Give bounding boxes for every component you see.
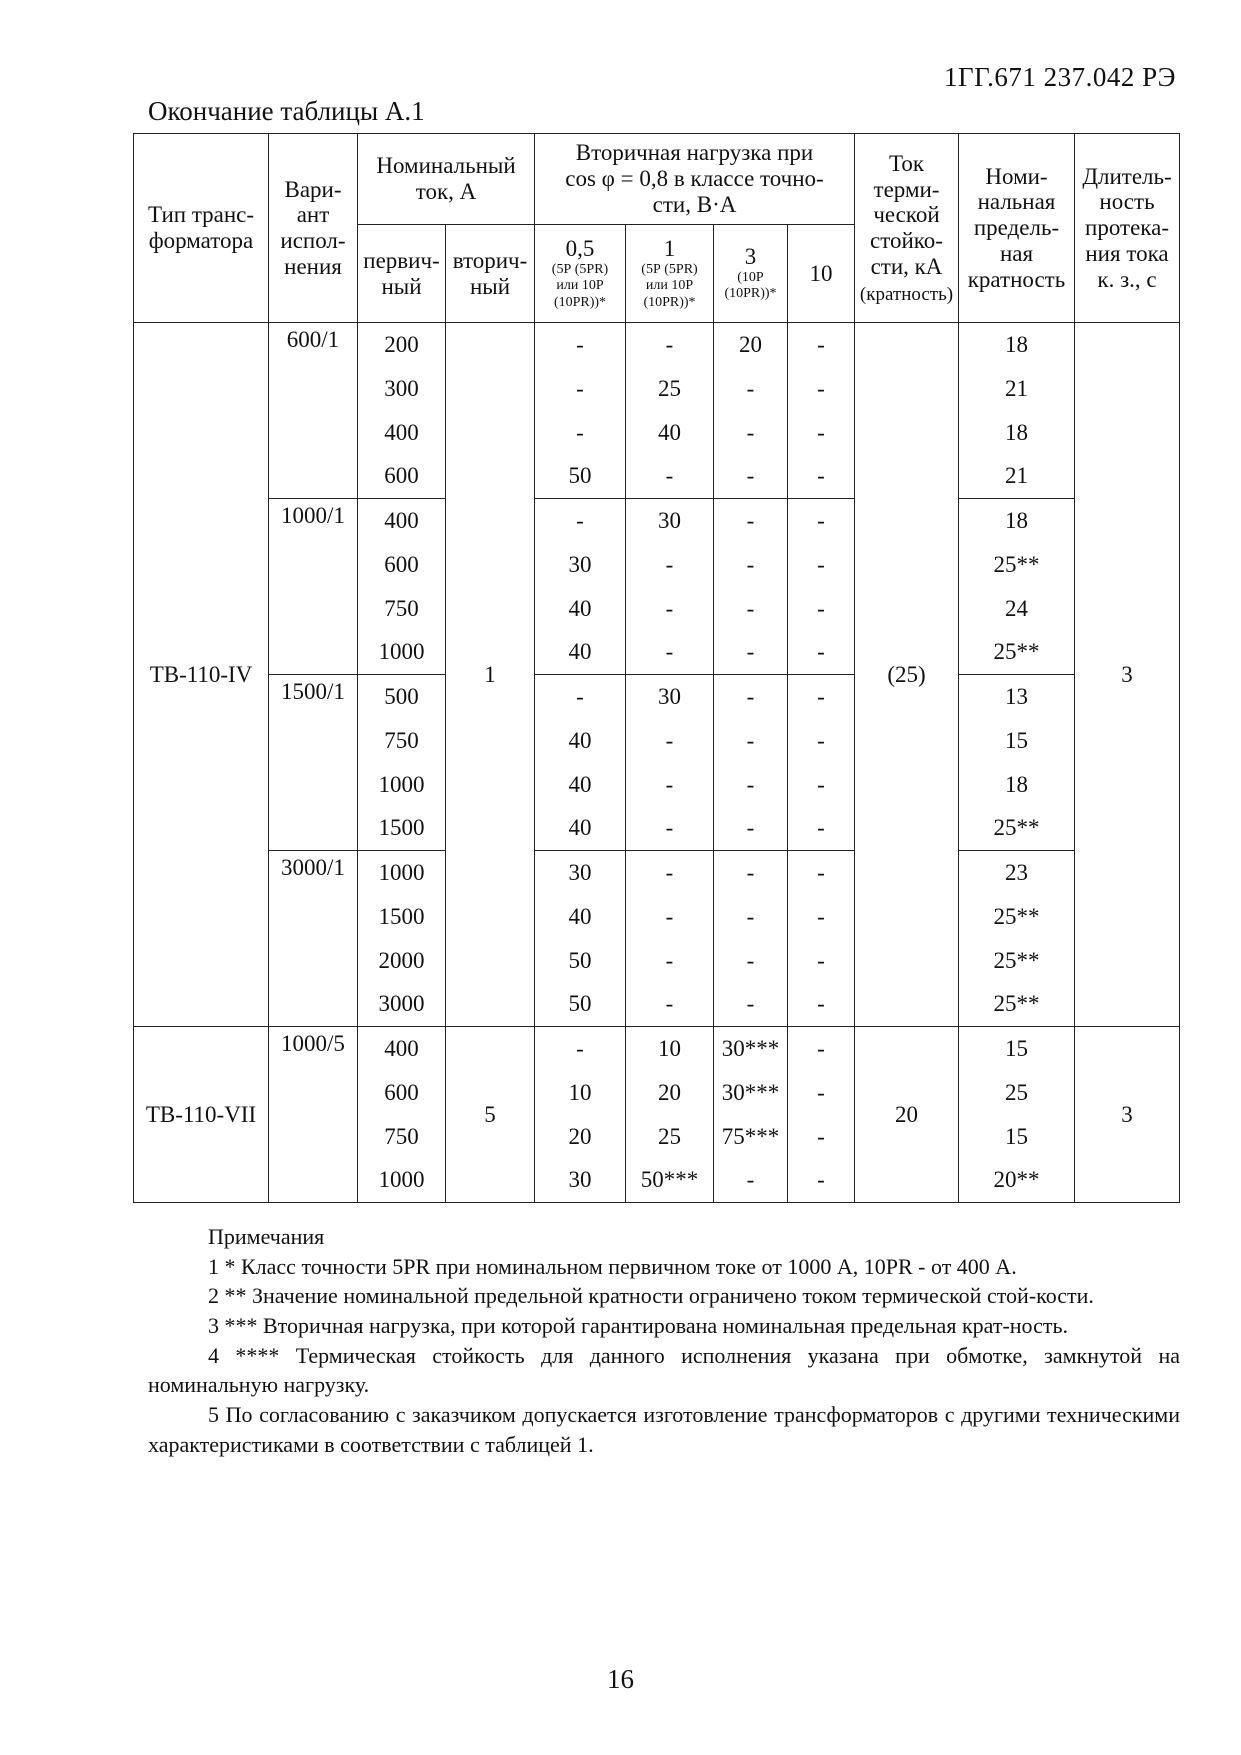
load-class-05-cell: 50 [535, 983, 626, 1027]
primary-current-cell: 2000 [358, 939, 446, 983]
load-class-3-cell: - [714, 675, 788, 719]
data-table-container [133, 133, 1180, 1203]
note-item: 5 По согласованию с заказчиком допускается изготовление трансформаторов с другими техническими характеристиками в соответствии с таблицей 1. [148, 1402, 1180, 1457]
table-row [134, 675, 1180, 719]
load-class-1-cell: 25 [626, 367, 714, 411]
limit-multiplicity-cell: 25** [959, 807, 1075, 851]
note-item: 1 * Класс точности 5PR при номинальном первичном токе от 1000 А, 10PR - от 400 А. [208, 1253, 1017, 1279]
primary-current-cell: 750 [358, 1115, 446, 1159]
primary-current-cell: 400 [358, 411, 446, 455]
primary-current-cell: 1500 [358, 807, 446, 851]
load-class-10-cell: - [788, 763, 855, 807]
limit-multiplicity-cell: 25** [959, 939, 1075, 983]
load-class-10-cell: - [788, 1159, 855, 1203]
load-class-10-cell: - [788, 411, 855, 455]
limit-multiplicity-cell: 13 [959, 675, 1075, 719]
header-class-05-label: 0,5 [565, 235, 595, 261]
limit-multiplicity-cell: 25** [959, 895, 1075, 939]
primary-current-cell: 1500 [358, 895, 446, 939]
load-class-3-cell: - [714, 851, 788, 895]
limit-multiplicity-cell: 21 [959, 455, 1075, 499]
limit-multiplicity-cell: 25** [959, 631, 1075, 675]
primary-current-cell: 750 [358, 719, 446, 763]
primary-current-cell: 750 [358, 587, 446, 631]
load-class-1-cell: - [626, 983, 714, 1027]
load-class-05-cell: - [535, 675, 626, 719]
load-class-05-cell: 40 [535, 719, 626, 763]
header-thermal [855, 134, 959, 323]
primary-current-cell: 600 [358, 1071, 446, 1115]
load-class-3-cell: - [714, 1159, 788, 1203]
thermal-current-cell: (25) [855, 323, 959, 1027]
load-class-3-cell: - [714, 499, 788, 543]
load-class-10-cell: - [788, 851, 855, 895]
load-class-10-cell: - [788, 719, 855, 763]
transformer-type-cell: ТВ-110-IV [134, 323, 269, 1027]
load-class-1-cell: - [626, 851, 714, 895]
load-class-1-cell: 10 [626, 1027, 714, 1071]
load-class-05-cell: 50 [535, 455, 626, 499]
load-class-1-cell: - [626, 587, 714, 631]
load-class-05-cell: 40 [535, 631, 626, 675]
load-class-1-cell: 20 [626, 1071, 714, 1115]
primary-current-cell: 200 [358, 323, 446, 367]
load-class-1-cell: 50*** [626, 1159, 714, 1203]
load-class-10-cell: - [788, 543, 855, 587]
limit-multiplicity-cell: 18 [959, 499, 1075, 543]
load-class-05-cell: - [535, 1027, 626, 1071]
load-class-3-cell: - [714, 719, 788, 763]
header-class-1-note: (5Р (5PR) или 10Р (10PR))* [641, 261, 698, 310]
header-thermal-label: Ток терми- ческой стойко- сти, кА [870, 150, 943, 279]
primary-current-cell: 3000 [358, 983, 446, 1027]
load-class-05-cell: 40 [535, 895, 626, 939]
header-class-10: 10 [788, 225, 855, 323]
load-class-1-cell: 30 [626, 675, 714, 719]
duration-cell: 3 [1075, 323, 1180, 1027]
limit-multiplicity-cell: 18 [959, 411, 1075, 455]
header-class-3-label: 3 [744, 244, 757, 270]
limit-multiplicity-cell: 25** [959, 983, 1075, 1027]
header-class-3-note: (10Р (10PR))* [724, 269, 777, 302]
load-class-3-cell: - [714, 543, 788, 587]
variant-cell: 3000/1 [269, 851, 358, 1027]
load-class-1-cell: - [626, 719, 714, 763]
primary-current-cell: 600 [358, 543, 446, 587]
table-row [134, 323, 1180, 367]
variant-cell: 1000/5 [269, 1027, 358, 1203]
load-class-05-cell: 40 [535, 587, 626, 631]
note-item: 2 ** Значение номинальной предельной кратности ограничено током термической стой-кости. [208, 1283, 1094, 1309]
document-code: 1ГГ.671 237.042 РЭ [943, 62, 1176, 92]
load-class-05-cell: - [535, 499, 626, 543]
load-class-1-cell: 40 [626, 411, 714, 455]
load-class-3-cell: 20 [714, 323, 788, 367]
limit-multiplicity-cell: 25** [959, 543, 1075, 587]
load-class-10-cell: - [788, 1027, 855, 1071]
header-secondary: вторич- ный [446, 225, 535, 323]
limit-multiplicity-cell: 25 [959, 1071, 1075, 1115]
load-class-05-cell: 30 [535, 1159, 626, 1203]
variant-cell: 600/1 [269, 323, 358, 499]
load-class-05-cell: - [535, 411, 626, 455]
limit-multiplicity-cell: 24 [959, 587, 1075, 631]
load-class-1-cell: - [626, 895, 714, 939]
load-class-3-cell: - [714, 939, 788, 983]
load-class-10-cell: - [788, 323, 855, 367]
load-class-05-cell: - [535, 367, 626, 411]
load-class-10-cell: - [788, 587, 855, 631]
primary-current-cell: 500 [358, 675, 446, 719]
notes-section [148, 1222, 1180, 1460]
load-class-10-cell: - [788, 631, 855, 675]
primary-current-cell: 300 [358, 367, 446, 411]
load-class-3-cell: - [714, 807, 788, 851]
load-class-10-cell: - [788, 675, 855, 719]
load-class-05-cell: - [535, 323, 626, 367]
load-class-10-cell: - [788, 939, 855, 983]
load-class-1-cell: - [626, 763, 714, 807]
header-limit-multiplicity: Номи- нальная предель- ная кратность [959, 134, 1075, 323]
load-class-3-cell: - [714, 983, 788, 1027]
load-class-10-cell: - [788, 499, 855, 543]
header-duration: Длитель- ность протека- ния тока к. з., с [1075, 134, 1180, 323]
load-class-3-cell: 75*** [714, 1115, 788, 1159]
thermal-current-cell: 20 [855, 1027, 959, 1203]
table-caption: Окончание таблицы А.1 [148, 96, 425, 126]
notes-title: Примечания [208, 1224, 325, 1249]
primary-current-cell: 1000 [358, 631, 446, 675]
load-class-05-cell: 10 [535, 1071, 626, 1115]
load-class-10-cell: - [788, 455, 855, 499]
header-class-1-label: 1 [663, 235, 676, 261]
load-class-10-cell: - [788, 807, 855, 851]
primary-current-cell: 1000 [358, 1159, 446, 1203]
limit-multiplicity-cell: 23 [959, 851, 1075, 895]
table-row [134, 1027, 1180, 1071]
header-class-1 [626, 225, 714, 323]
data-table [133, 133, 1180, 1203]
load-class-05-cell: 40 [535, 763, 626, 807]
load-class-3-cell: - [714, 411, 788, 455]
load-class-10-cell: - [788, 983, 855, 1027]
header-class-3 [714, 225, 788, 323]
primary-current-cell: 400 [358, 499, 446, 543]
load-class-1-cell: - [626, 455, 714, 499]
load-class-10-cell: - [788, 367, 855, 411]
primary-current-cell: 600 [358, 455, 446, 499]
load-class-1-cell: 30 [626, 499, 714, 543]
primary-current-cell: 1000 [358, 851, 446, 895]
primary-current-cell: 1000 [358, 763, 446, 807]
transformer-type-cell: ТВ-110-VII [134, 1027, 269, 1203]
load-class-05-cell: 40 [535, 807, 626, 851]
load-class-3-cell: - [714, 763, 788, 807]
limit-multiplicity-cell: 15 [959, 1115, 1075, 1159]
load-class-3-cell: 30*** [714, 1027, 788, 1071]
load-class-10-cell: - [788, 1115, 855, 1159]
header-secondary-load: Вторичная нагрузка при cos φ = 0,8 в классе точно- сти, В·А [535, 134, 855, 225]
header-thermal-note: (кратность) [859, 283, 954, 305]
variant-cell: 1000/1 [269, 499, 358, 675]
load-class-05-cell: 20 [535, 1115, 626, 1159]
table-head [134, 134, 1180, 323]
load-class-3-cell: 30*** [714, 1071, 788, 1115]
table-row [134, 851, 1180, 895]
page-number: 16 [607, 1664, 634, 1694]
note-item: 3 *** Вторичная нагрузка, при которой гарантирована номинальная предельная крат-ность. [208, 1313, 1068, 1339]
load-class-3-cell: - [714, 455, 788, 499]
load-class-1-cell: - [626, 807, 714, 851]
load-class-1-cell: - [626, 631, 714, 675]
limit-multiplicity-cell: 20** [959, 1159, 1075, 1203]
limit-multiplicity-cell: 15 [959, 719, 1075, 763]
limit-multiplicity-cell: 21 [959, 367, 1075, 411]
load-class-1-cell: - [626, 543, 714, 587]
load-class-3-cell: - [714, 895, 788, 939]
limit-multiplicity-cell: 18 [959, 763, 1075, 807]
secondary-current-cell: 5 [446, 1027, 535, 1203]
duration-cell: 3 [1075, 1027, 1180, 1203]
header-primary: первич- ный [358, 225, 446, 323]
note-item: 4 **** Термическая стойкость для данного исполнения указана при обмотке, замкнутой на номинальную нагрузку. [148, 1342, 1180, 1398]
variant-cell: 1500/1 [269, 675, 358, 851]
header-class-05 [535, 225, 626, 323]
limit-multiplicity-cell: 18 [959, 323, 1075, 367]
load-class-05-cell: 50 [535, 939, 626, 983]
table-body [134, 323, 1180, 1203]
header-nominal-current: Номинальный ток, А [358, 134, 535, 225]
header-class-05-note: (5Р (5PR) или 10Р (10PR))* [551, 261, 609, 310]
header-variant: Вари- ант испол- нения [269, 134, 358, 323]
load-class-10-cell: - [788, 895, 855, 939]
secondary-current-cell: 1 [446, 323, 535, 1027]
table-row [134, 499, 1180, 543]
load-class-05-cell: 30 [535, 543, 626, 587]
primary-current-cell: 400 [358, 1027, 446, 1071]
header-type: Тип транс- форматора [134, 134, 269, 323]
load-class-1-cell: - [626, 323, 714, 367]
load-class-1-cell: 25 [626, 1115, 714, 1159]
load-class-1-cell: - [626, 939, 714, 983]
load-class-05-cell: 30 [535, 851, 626, 895]
load-class-10-cell: - [788, 1071, 855, 1115]
load-class-3-cell: - [714, 367, 788, 411]
limit-multiplicity-cell: 15 [959, 1027, 1075, 1071]
load-class-3-cell: - [714, 587, 788, 631]
load-class-3-cell: - [714, 631, 788, 675]
